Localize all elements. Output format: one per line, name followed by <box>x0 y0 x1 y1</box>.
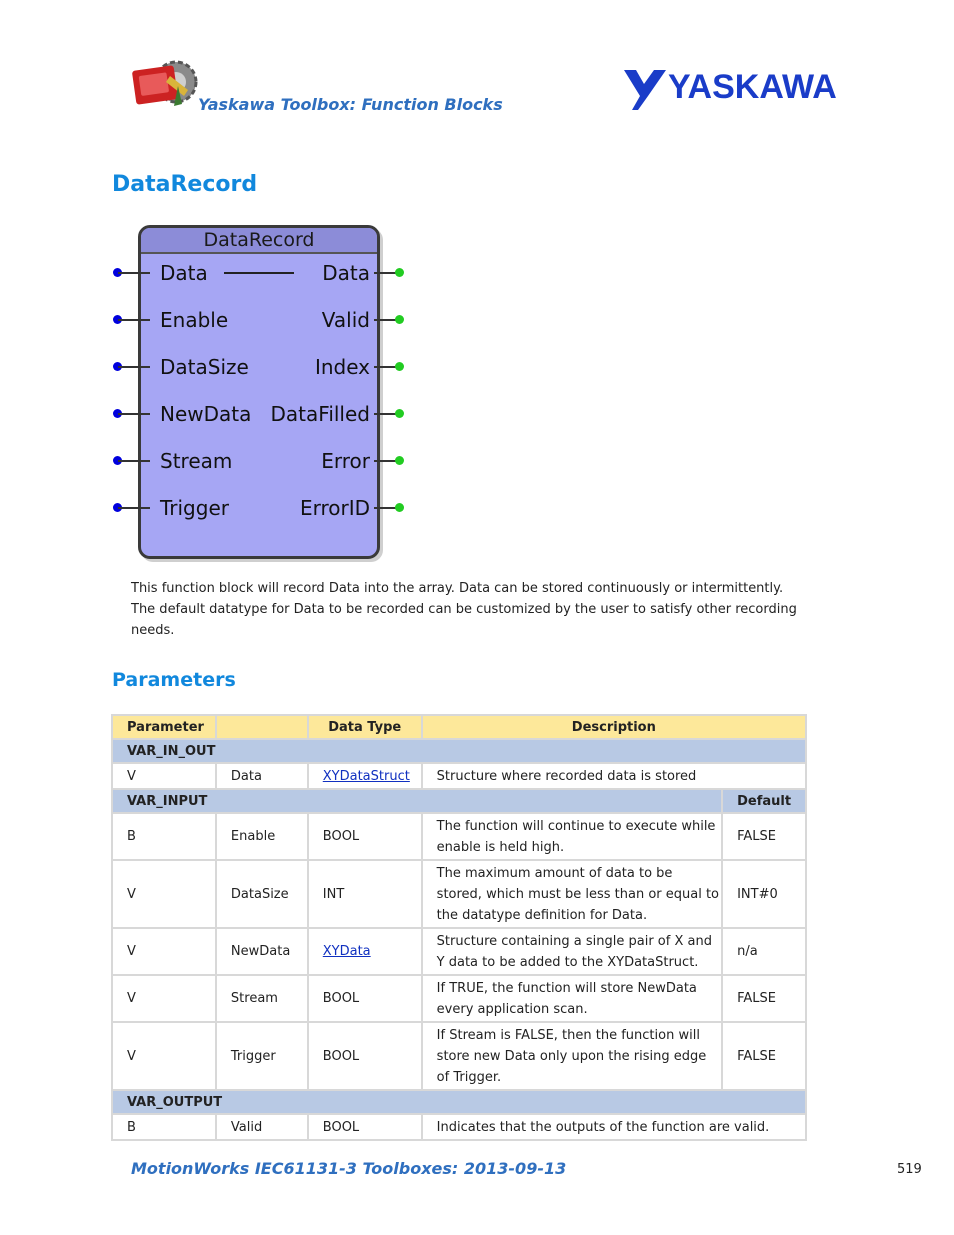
output-pin-datafilled: DataFilled <box>270 402 370 426</box>
yaskawa-logo <box>622 66 844 112</box>
default-column-label: Default <box>722 789 806 813</box>
brand-text: YASKAWA <box>668 68 837 106</box>
output-pin-datafilled-line <box>374 413 396 415</box>
table-row <box>112 928 806 975</box>
output-pin-data-line <box>374 272 396 274</box>
param-name: Trigger <box>216 1022 308 1090</box>
header-description: Description <box>422 715 806 739</box>
table-row <box>112 813 806 860</box>
param-name: Data <box>216 763 308 789</box>
output-pin-data-dot <box>395 268 404 277</box>
table-row <box>112 763 806 789</box>
header-title: Yaskawa Toolbox: Function Blocks <box>198 95 503 114</box>
table-row <box>112 975 806 1022</box>
input-pin-trigger: Trigger <box>160 496 229 520</box>
table-row <box>112 860 806 928</box>
data-passthrough-line <box>224 272 294 274</box>
output-pin-error-dot <box>395 456 404 465</box>
input-pin-data: Data <box>160 261 208 285</box>
param-description: The function will continue to execute while enable is held high. <box>422 813 722 860</box>
table-row <box>112 1114 806 1140</box>
footer-text: MotionWorks IEC61131-3 Toolboxes: 2013-09-13 <box>131 1159 567 1178</box>
output-pin-errorid-dot <box>395 503 404 512</box>
function-block-diagram <box>108 222 408 564</box>
param-name: DataSize <box>216 860 308 928</box>
output-pin-index-line <box>374 366 396 368</box>
param-type: BOOL <box>308 813 422 860</box>
input-pin-stream: Stream <box>160 449 233 473</box>
input-pin-enable-line <box>118 319 150 321</box>
param-type: BOOL <box>308 1022 422 1090</box>
page-title: DataRecord <box>112 172 258 197</box>
parameters-heading: Parameters <box>112 669 236 691</box>
param-type-link[interactable]: XYDataStruct <box>308 763 422 789</box>
input-pin-stream-line <box>118 460 150 462</box>
param-default: FALSE <box>722 813 806 860</box>
input-pin-enable: Enable <box>160 308 229 332</box>
output-pin-error-line <box>374 460 396 462</box>
toolbox-logo <box>130 56 200 112</box>
param-type: BOOL <box>308 975 422 1022</box>
header-blank <box>216 715 308 739</box>
param-kind: V <box>112 860 216 928</box>
param-name: Stream <box>216 975 308 1022</box>
param-description: Structure where recorded data is stored <box>422 763 806 789</box>
param-default: n/a <box>722 928 806 975</box>
param-type: BOOL <box>308 1114 422 1140</box>
param-default: FALSE <box>722 1022 806 1090</box>
param-description: The maximum amount of data to be stored, which must be less than or equal to the datatype definition for Data. <box>422 860 722 928</box>
param-name: Enable <box>216 813 308 860</box>
block-description: This function block will record Data into the array. Data can be stored continuously or intermittently. The default datatype for Data to be recorded can be customized by the user to satisfy other recording needs. <box>131 581 797 638</box>
output-pin-index-dot <box>395 362 404 371</box>
param-type-link[interactable]: XYData <box>308 928 422 975</box>
param-kind: V <box>112 975 216 1022</box>
param-type: INT <box>308 860 422 928</box>
input-pin-trigger-line <box>118 507 150 509</box>
input-pin-newdata-line <box>118 413 150 415</box>
param-description: Structure containing a single pair of X and Y data to be added to the XYDataStruct. <box>422 928 722 975</box>
output-pin-errorid-line <box>374 507 396 509</box>
input-pin-datasize-line <box>118 366 150 368</box>
output-pin-valid-dot <box>395 315 404 324</box>
page-number: 519 <box>897 1162 922 1177</box>
header-parameter: Parameter <box>112 715 216 739</box>
param-description: Indicates that the outputs of the function are valid. <box>422 1114 806 1140</box>
output-pin-error: Error <box>321 449 370 473</box>
group-label: VAR_OUTPUT <box>112 1090 806 1114</box>
param-name: Valid <box>216 1114 308 1140</box>
param-kind: V <box>112 763 216 789</box>
param-kind: V <box>112 928 216 975</box>
group-row-var-output <box>112 1090 806 1114</box>
param-default: INT#0 <box>722 860 806 928</box>
group-label: VAR_IN_OUT <box>112 739 806 763</box>
param-description: If Stream is FALSE, then the function will store new Data only upon the rising edge of Trigger. <box>422 1022 722 1090</box>
input-pin-newdata: NewData <box>160 402 252 426</box>
param-name: NewData <box>216 928 308 975</box>
input-pin-data-line <box>118 272 150 274</box>
group-row-var-input <box>112 789 806 813</box>
output-pin-errorid: ErrorID <box>299 496 370 520</box>
param-kind: V <box>112 1022 216 1090</box>
group-label: VAR_INPUT <box>112 789 722 813</box>
output-pin-valid: Valid <box>321 308 370 332</box>
param-description: If TRUE, the function will store NewData every application scan. <box>422 975 722 1022</box>
input-pin-datasize: DataSize <box>160 355 249 379</box>
param-kind: B <box>112 1114 216 1140</box>
header-data-type: Data Type <box>308 715 422 739</box>
function-block-name: DataRecord <box>141 228 377 254</box>
group-row-var-in-out <box>112 739 806 763</box>
output-pin-datafilled-dot <box>395 409 404 418</box>
param-default: FALSE <box>722 975 806 1022</box>
output-pin-data: Data <box>322 261 370 285</box>
param-kind: B <box>112 813 216 860</box>
table-row <box>112 1022 806 1090</box>
output-pin-valid-line <box>374 319 396 321</box>
parameters-table <box>111 714 807 1141</box>
output-pin-index: Index <box>314 355 370 379</box>
table-header-row <box>112 715 806 739</box>
